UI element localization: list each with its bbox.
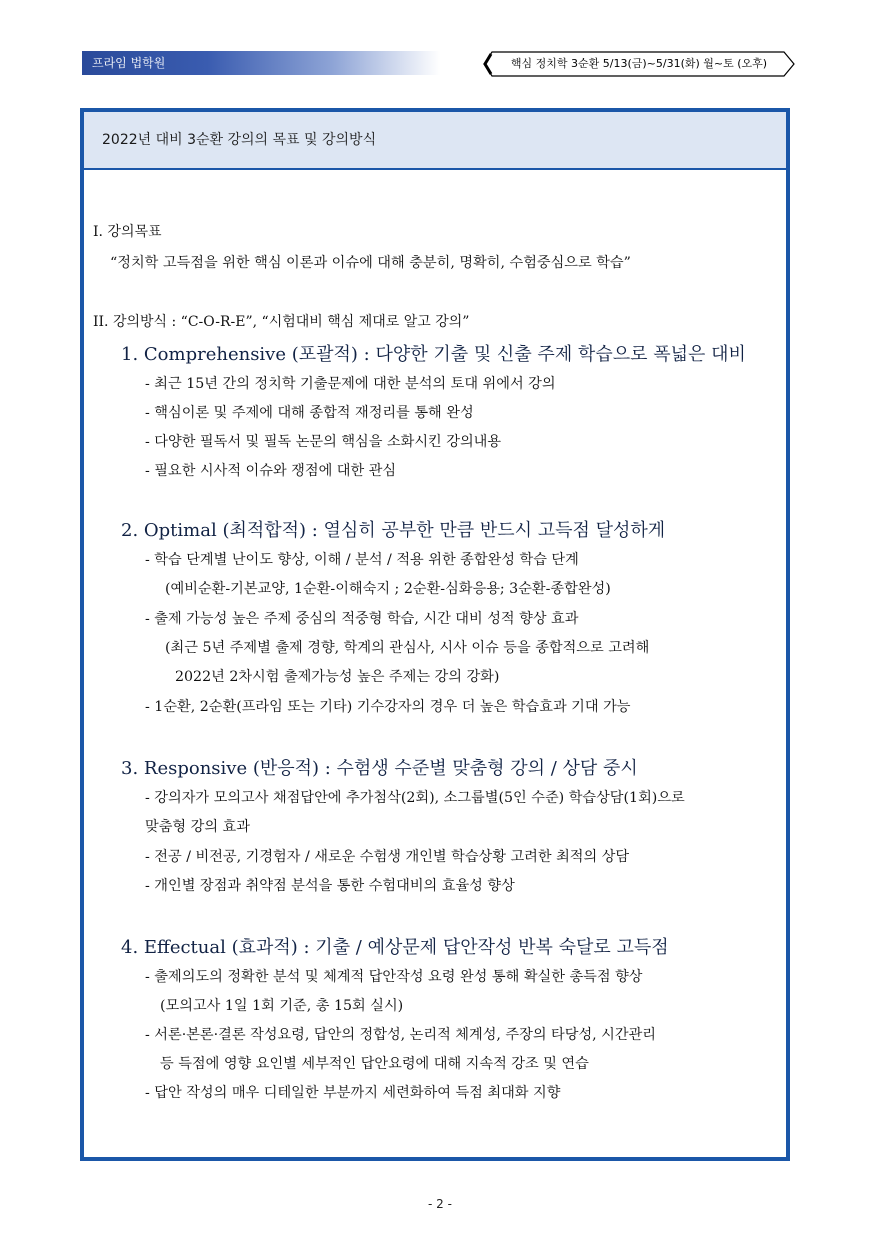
list-item: - 1순환, 2순환(프라임 또는 기타) 기수강자의 경우 더 높은 학습효과 기대 가능 (145, 699, 631, 715)
list-item: - 답안 작성의 매우 디테일한 부분까지 세련화하여 득점 최대화 지향 (145, 1085, 561, 1101)
box-title: 2022년 대비 3순환 강의의 목표 및 강의방식 (102, 132, 377, 148)
box-header (84, 112, 786, 170)
list-item: - 서론·본론·결론 작성요령, 답안의 정합성, 논리적 체계성, 주장의 타당성, 시간관리 (145, 1027, 657, 1043)
core-heading-optimal: 2. Optimal (최적합적) : 열심히 공부한 만큼 반드시 고득점 달성하게 (121, 520, 666, 541)
list-item: (모의고사 1일 1회 기준, 총 15회 실시) (160, 998, 404, 1014)
list-item: 2022년 2차시험 출제가능성 높은 주제는 강의 강화) (175, 669, 500, 685)
list-item: - 강의자가 모의고사 채점답안에 추가첨삭(2회), 소그룹별(5인 수준) 학습상담(1회)으로 (145, 790, 685, 806)
course-schedule-label: 핵심 정치학 3순환 5/13(금)~5/31(화) 월~토 (오후) (510, 57, 768, 70)
goal-heading: I. 강의목표 (93, 224, 162, 240)
core-heading-responsive: 3. Responsive (반응적) : 수험생 수준별 맞춤형 강의 / 상담 중시 (121, 758, 638, 779)
course-schedule-tag (482, 50, 796, 78)
list-item: (최근 5년 주제별 출제 경향, 학계의 관심사, 시사 이슈 등을 종합적으로 고려해 (165, 640, 650, 656)
goal-quote: “정치학 고득점을 위한 핵심 이론과 이슈에 대해 충분히, 명확히, 수험중심으로 학습” (110, 255, 631, 271)
page-number: - 2 - (428, 1197, 452, 1211)
core-heading-comprehensive: 1. Comprehensive (포괄적) : 다양한 기출 및 신출 주제 학습으로 폭넓은 대비 (121, 344, 746, 365)
list-item: - 핵심이론 및 주제에 대해 종합적 재정리를 통해 완성 (145, 405, 474, 421)
list-item: - 필요한 시사적 이슈와 쟁점에 대한 관심 (145, 463, 397, 479)
method-heading: II. 강의방식 : “C-O-R-E”, “시험대비 핵심 제대로 알고 강의” (93, 314, 470, 330)
list-item: (예비순환-기본교양, 1순환-이해숙지 ; 2순환-심화응용; 3순환-종합완성) (165, 581, 611, 597)
list-item: 등 득점에 영향 요인별 세부적인 답안요령에 대해 지속적 강조 및 연습 (160, 1056, 589, 1072)
list-item: - 최근 15년 간의 정치학 기출문제에 대한 분석의 토대 위에서 강의 (145, 376, 556, 392)
list-item: - 개인별 장점과 취약점 분석을 통한 수험대비의 효율성 향상 (145, 878, 515, 894)
list-item: - 학습 단계별 난이도 향상, 이해 / 분석 / 적용 위한 종합완성 학습 단계 (145, 552, 579, 568)
list-item: - 다양한 필독서 및 필독 논문의 핵심을 소화시킨 강의내용 (145, 434, 502, 450)
list-item: - 출제 가능성 높은 주제 중심의 적중형 학습, 시간 대비 성적 향상 효과 (145, 611, 579, 627)
list-item: - 전공 / 비전공, 기경험자 / 새로운 수험생 개인별 학습상황 고려한 최적의 상담 (145, 849, 630, 865)
header-brand-bar (82, 51, 440, 75)
list-item: 맞춤형 강의 효과 (145, 819, 250, 835)
core-heading-effectual: 4. Effectual (효과적) : 기출 / 예상문제 답안작성 반복 숙달로 고득점 (121, 937, 669, 958)
brand-label: 프라임 법학원 (92, 56, 166, 70)
list-item: - 출제의도의 정확한 분석 및 체계적 답안작성 요령 완성 통해 확실한 총득점 향상 (145, 969, 643, 985)
